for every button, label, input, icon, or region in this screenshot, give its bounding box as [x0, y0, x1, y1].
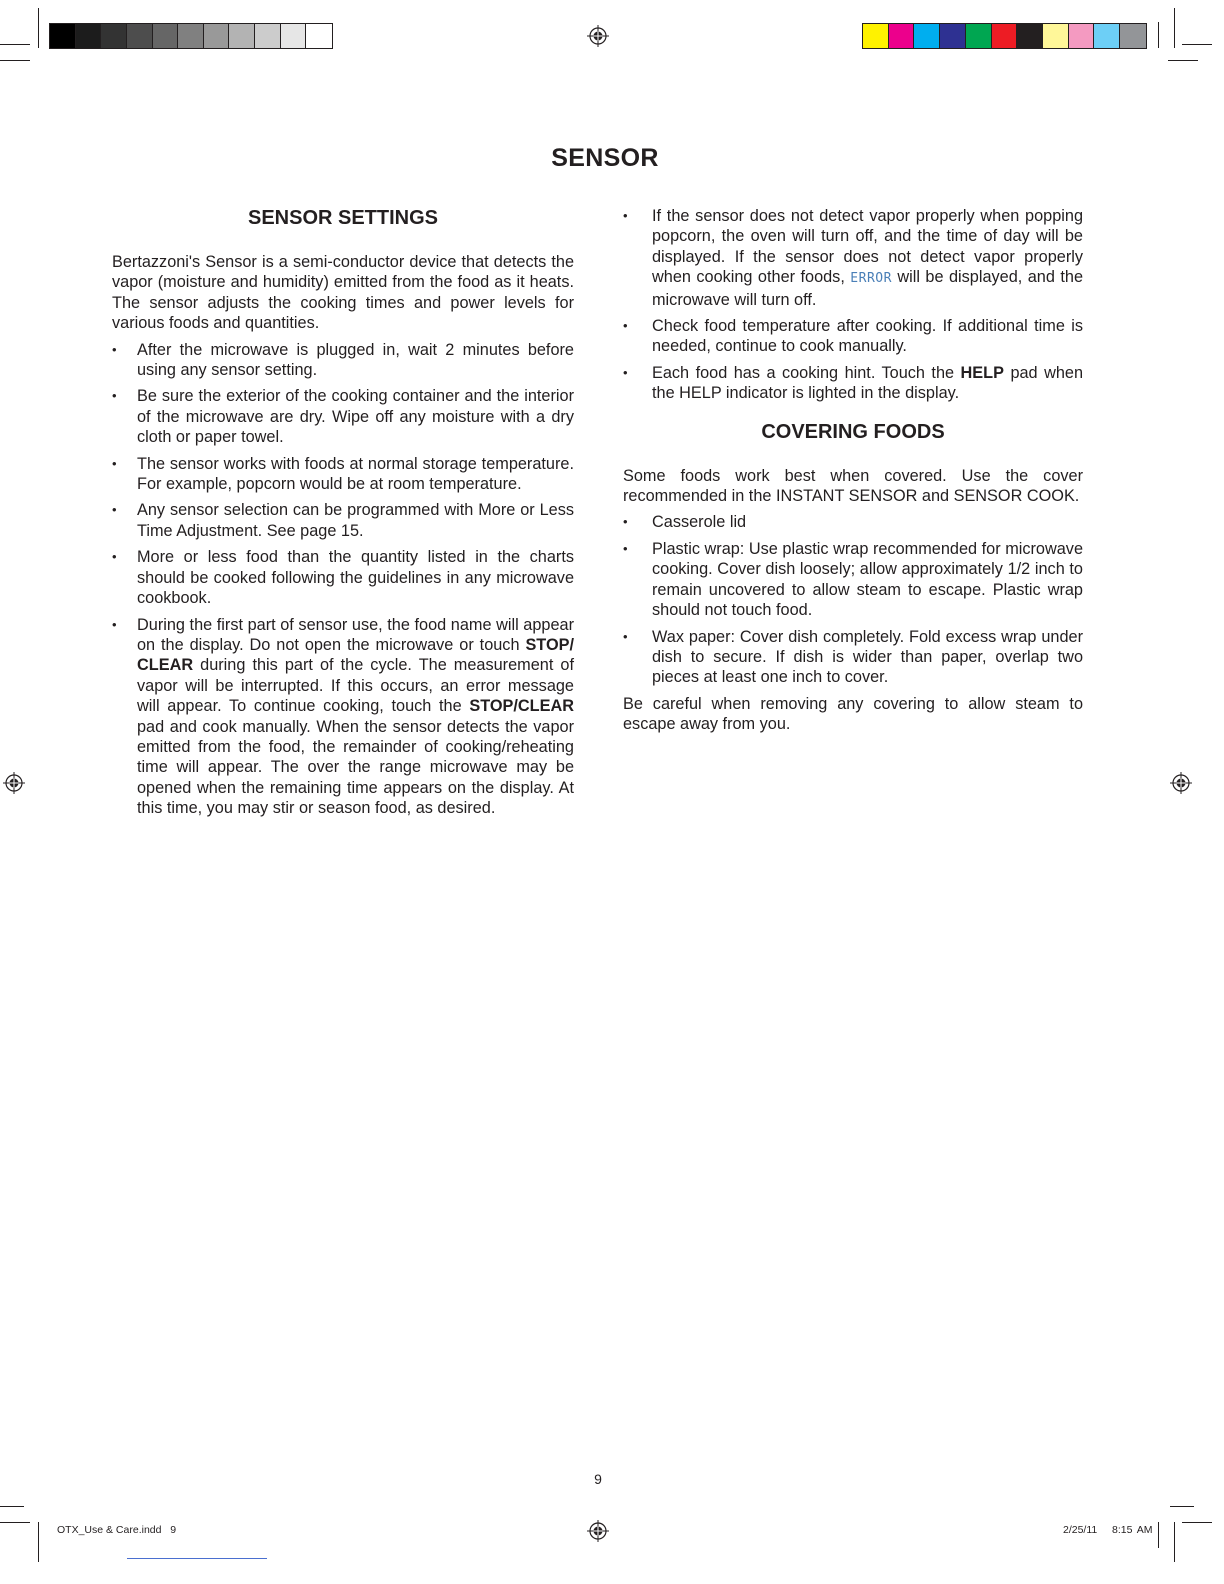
sensor-notes-list — [623, 206, 1083, 404]
color-swatch — [127, 24, 153, 48]
help-label: HELP — [960, 363, 1004, 382]
stop-clear-label: STOP/CLEAR — [469, 697, 574, 716]
text-run: Each food has a cooking hint. Touch the — [652, 363, 961, 382]
crop-mark — [0, 1522, 30, 1523]
list-item: • Casserole lid — [623, 512, 1083, 532]
crop-mark — [1158, 22, 1159, 48]
crop-mark — [1174, 1522, 1175, 1562]
list-item — [623, 206, 1083, 310]
list-item — [112, 615, 574, 819]
list-item: • After the microwave is plugged in, wait 2 minutes before using any sensor setting. — [112, 340, 574, 381]
color-swatch-bar — [862, 23, 1147, 49]
color-swatch — [178, 24, 204, 48]
color-swatch — [1094, 24, 1120, 48]
list-item: • Check food temperature after cooking. If additional time is needed, continue to cook manually. — [623, 316, 1083, 357]
sensor-settings-intro: Bertazzoni's Sensor is a semi-conductor device that detects the vapor (moisture and humidity) emitted from the food as it heats. The sensor adjusts the cooking times and power levels for various foods and quantities. — [112, 253, 574, 333]
crop-mark — [1158, 1522, 1159, 1548]
sensor-settings-list — [112, 340, 574, 819]
gray-swatch-bar — [49, 23, 333, 49]
error-display: ERROR — [850, 271, 892, 287]
crop-mark — [1174, 8, 1175, 48]
sensor-settings-heading: SENSOR SETTINGS — [247, 207, 439, 229]
stop-clear-label: STOP/ CLEAR — [137, 635, 574, 675]
crop-mark — [0, 60, 30, 61]
crop-mark — [1170, 1506, 1194, 1507]
color-swatch — [966, 24, 992, 48]
page-number: 9 — [594, 1471, 602, 1487]
registration-mark-icon — [587, 25, 609, 47]
color-swatch — [255, 24, 281, 48]
color-swatch — [153, 24, 179, 48]
registration-mark-icon — [587, 1520, 609, 1542]
color-swatch — [1017, 24, 1043, 48]
page-title: SENSOR — [551, 144, 659, 172]
color-swatch — [204, 24, 230, 48]
color-swatch — [281, 24, 307, 48]
footer-rule — [127, 1558, 267, 1559]
covering-foods-intro: Some foods work best when covered. Use the cover recommended in the INSTANT SENSOR and SENSOR COOK. — [623, 466, 1083, 506]
list-item: • Any sensor selection can be programmed with More or Less Time Adjustment. See page 15. — [112, 500, 574, 541]
color-swatch — [306, 24, 332, 48]
registration-mark-icon — [3, 772, 25, 794]
crop-mark — [0, 44, 30, 45]
text-run: If the sensor does not detect vapor properly when popping popcorn, the oven will turn off, and the time of day will be displayed. If the sensor does not detect vapor properly when cooking other foods, — [652, 207, 1083, 287]
color-swatch — [889, 24, 915, 48]
list-item — [623, 363, 1083, 404]
crop-mark — [38, 1522, 39, 1562]
color-swatch — [940, 24, 966, 48]
color-swatch — [229, 24, 255, 48]
color-swatch — [1043, 24, 1069, 48]
color-swatch — [76, 24, 102, 48]
color-swatch — [992, 24, 1018, 48]
text-run: During the first part of sensor use, the food name will appear on the display. Do not open the microwave or touch — [137, 615, 574, 654]
covering-foods-closing: Be careful when removing any covering to allow steam to escape away from you. — [623, 694, 1083, 734]
color-swatch — [101, 24, 127, 48]
color-swatch — [863, 24, 889, 48]
registration-mark-icon — [1170, 772, 1192, 794]
color-swatch — [914, 24, 940, 48]
footer-timestamp: 2/25/11 8:15 AM — [1063, 1524, 1153, 1536]
color-swatch — [1069, 24, 1095, 48]
footer-file-name: OTX_Use & Care.indd 9 — [57, 1524, 177, 1536]
list-item: • More or less food than the quantity listed in the charts should be cooked following the guidelines in any microwave cookbook. — [112, 547, 574, 608]
right-column — [623, 206, 1083, 735]
covering-foods-heading: COVERING FOODS — [761, 420, 945, 443]
covering-foods-list — [623, 512, 1083, 687]
color-swatch — [1120, 24, 1146, 48]
crop-mark — [1168, 60, 1198, 61]
sensor-settings-column — [112, 206, 574, 825]
crop-mark — [1182, 44, 1212, 45]
list-item: • Wax paper: Cover dish completely. Fold excess wrap under dish to secure. If dish is wider than paper, overlap two pieces at least one inch to cover. — [623, 627, 1083, 688]
crop-mark — [0, 1506, 24, 1507]
text-run: pad when the HELP indicator is lighted in the display. — [652, 363, 1083, 403]
list-item: • Plastic wrap: Use plastic wrap recommended for microwave cooking. Cover dish loosely; allow approximately 1/2 inch to remain uncovered to allow steam to escape. Plastic wrap should not touch food. — [623, 539, 1083, 621]
text-run: during this part of the cycle. The measurement of vapor will be interrupted. If this occurs, an error message will appear. To continue cooking, touch the — [137, 656, 574, 716]
crop-mark — [1182, 1522, 1212, 1523]
list-item: • Be sure the exterior of the cooking container and the interior of the microwave are dry. Wipe off any moisture with a dry cloth or paper towel. — [112, 386, 574, 447]
color-swatch — [50, 24, 76, 48]
text-run: pad and cook manually. When the sensor detects the vapor emitted from the food, the remainder of cooking/reheating time will appear. The over the range microwave may be opened when the remaining time appears on the display. At this time, you may stir or season food, as desired. — [137, 717, 574, 818]
text-run: will be displayed, and the microwave will turn off. — [652, 268, 1083, 309]
list-item: • The sensor works with foods at normal storage temperature. For example, popcorn would be at room temperature. — [112, 454, 574, 495]
crop-mark — [38, 8, 39, 48]
